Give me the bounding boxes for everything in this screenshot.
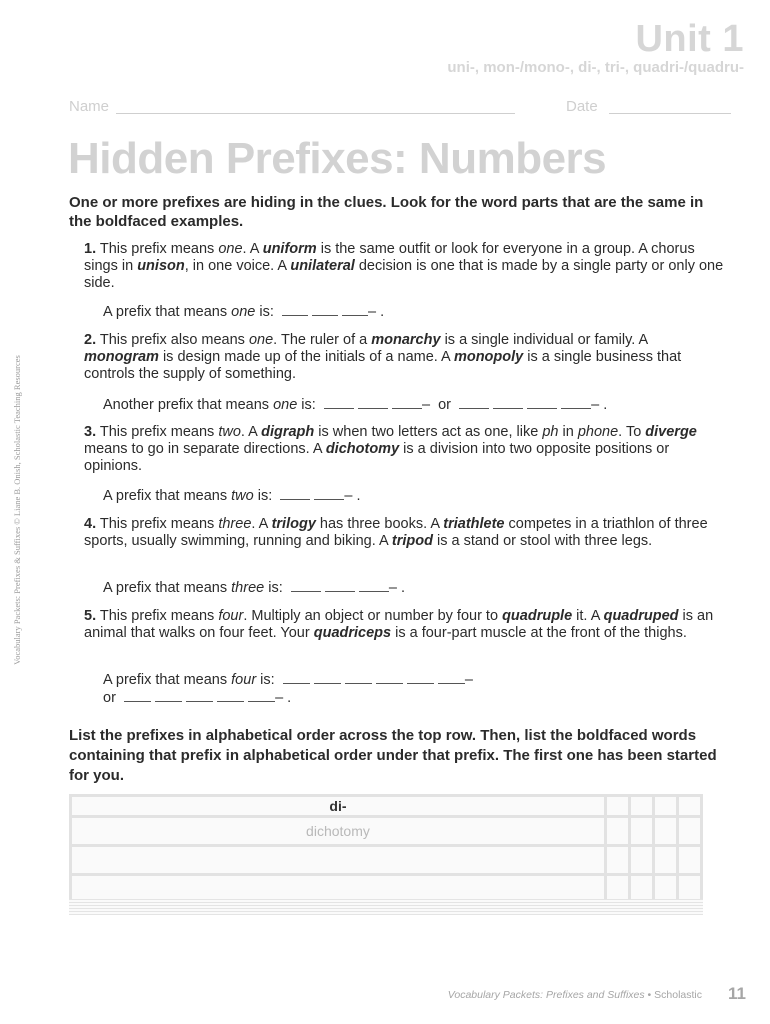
item-text: three — [218, 516, 252, 532]
answer-prompt: is: — [255, 304, 274, 320]
item-text: . To — [618, 424, 646, 440]
answer-blank[interactable] — [312, 303, 338, 316]
answer-blank[interactable] — [459, 396, 489, 409]
question-item-3 — [84, 424, 724, 475]
answer-punct: – — [421, 397, 431, 413]
table-header-cell[interactable] — [653, 796, 677, 817]
item-text: ph — [542, 424, 559, 440]
or-label: or — [438, 397, 451, 413]
table-cell[interactable] — [677, 817, 701, 846]
side-credit: Vocabulary Packets: Prefixes & Suffixes © Liane B. Onish, Scholastic Teaching Resources — [12, 355, 22, 665]
bold-word: monopoly — [453, 349, 524, 365]
item-text: is an animal that walks on four feet. Your — [84, 608, 714, 641]
answer-line-4 — [84, 579, 724, 597]
item-text: has three books. A — [315, 516, 444, 532]
item-text: This prefix also means — [99, 332, 249, 348]
item-text: . A — [251, 516, 272, 532]
bold-word: dichotomy — [325, 441, 400, 457]
answer-prompt: is: — [256, 672, 275, 688]
item-text: . A — [242, 241, 263, 257]
item-text: one — [248, 332, 274, 348]
item-text: . Multiply an object or number by four to — [243, 608, 503, 624]
name-field[interactable] — [116, 113, 515, 114]
table-row — [71, 846, 702, 875]
item-text: phone — [577, 424, 619, 440]
table-cell[interactable] — [653, 846, 677, 875]
item-number: 5. — [84, 608, 97, 624]
answer-punct: – . — [368, 304, 385, 320]
answer-blank[interactable] — [324, 396, 354, 409]
answer-line-2 — [84, 396, 724, 414]
item-text: is a four-part muscle at the front of the thighs. — [391, 625, 687, 641]
item-text: means to go in separate directions. A — [84, 441, 326, 457]
item-number: 4. — [84, 516, 97, 532]
table-cell[interactable]: dichotomy — [71, 817, 606, 846]
table-cell[interactable] — [629, 846, 653, 875]
bold-word: monarchy — [371, 332, 441, 348]
footer-credit — [448, 989, 702, 1001]
bold-word: diverge — [645, 424, 697, 440]
answer-blank[interactable] — [314, 671, 341, 684]
answer-prompt: Another prefix that means — [103, 397, 274, 413]
item-text: This prefix means — [99, 241, 219, 257]
answer-prompt: three — [231, 580, 265, 596]
table-cell[interactable] — [653, 817, 677, 846]
answer-punct: – . — [275, 690, 292, 706]
item-text: This prefix means — [99, 516, 219, 532]
intro-instructions: One or more prefixes are hiding in the clues. Look for the word parts that are the same in the boldfaced examples. — [69, 194, 704, 230]
answer-line-3 — [84, 487, 724, 505]
answer-line-1 — [84, 303, 724, 321]
item-number: 3. — [84, 424, 97, 440]
unit-subtitle: uni-, mon-/mono-, di-, tri-, quadri-/quadru- — [447, 59, 744, 76]
answer-blank[interactable] — [325, 579, 355, 592]
item-text: . A — [240, 424, 262, 440]
item-number: 1. — [84, 241, 97, 257]
answer-blank[interactable] — [280, 487, 310, 500]
answer-prompt: one — [273, 397, 298, 413]
item-number: 2. — [84, 332, 97, 348]
answer-blank[interactable] — [392, 396, 422, 409]
answer-blank[interactable] — [283, 671, 310, 684]
item-text: competes in a triathlon of three sports, usually swimming, running and biking. A — [84, 516, 708, 549]
table-shadow — [69, 899, 703, 915]
bold-word: quadriceps — [313, 625, 392, 641]
answer-blank[interactable] — [359, 579, 389, 592]
answer-punct: – — [464, 672, 473, 688]
answer-blank[interactable] — [407, 671, 434, 684]
unit-title: Unit 1 — [635, 18, 744, 60]
item-text: , in one voice. A — [184, 258, 291, 274]
name-label: Name — [69, 98, 110, 115]
answer-blank[interactable] — [438, 671, 465, 684]
answer-blank[interactable] — [291, 579, 321, 592]
table-header-cell[interactable]: di- — [71, 796, 606, 817]
answer-blank[interactable] — [493, 396, 523, 409]
or-label: or — [103, 690, 116, 706]
question-item-1 — [84, 241, 724, 292]
answer-blank[interactable] — [342, 303, 368, 316]
item-text: four — [218, 608, 244, 624]
bold-word: monogram — [84, 349, 159, 365]
answer-prompt: A prefix that means — [103, 304, 232, 320]
item-text: it. A — [572, 608, 604, 624]
answer-punct: – . — [591, 397, 608, 413]
question-item-5 — [84, 608, 724, 642]
bold-word: unilateral — [290, 258, 355, 274]
question-item-2 — [84, 332, 724, 383]
table-header-cell[interactable] — [677, 796, 701, 817]
answer-punct: – . — [388, 580, 405, 596]
date-label: Date — [566, 98, 598, 115]
item-text: . The ruler of a — [273, 332, 372, 348]
bold-word: uniform — [262, 241, 317, 257]
table-header-cell[interactable] — [605, 796, 629, 817]
bold-word: unison — [137, 258, 185, 274]
answer-blank[interactable] — [314, 487, 344, 500]
question-item-4 — [84, 516, 724, 550]
answer-line-5 — [84, 671, 724, 707]
table-cell[interactable] — [629, 817, 653, 846]
table-header-row — [71, 796, 702, 817]
item-text: is when two letters act as one, like — [314, 424, 543, 440]
bold-word: trilogy — [271, 516, 316, 532]
bold-word: tripod — [391, 533, 433, 549]
answer-blank[interactable] — [248, 689, 275, 702]
answer-blank[interactable] — [124, 689, 151, 702]
footer-publisher: • Scholastic — [647, 989, 702, 1001]
item-text: is a single individual or family. A — [440, 332, 648, 348]
table-cell[interactable] — [605, 846, 629, 875]
answer-blank[interactable] — [155, 689, 182, 702]
table-cell[interactable] — [677, 846, 701, 875]
answer-prompt: is: — [264, 580, 283, 596]
item-text: is design made up of the initials of a name. A — [158, 349, 454, 365]
item-text: is a stand or stool with three legs. — [432, 533, 653, 549]
answer-blank[interactable] — [217, 689, 244, 702]
bold-word: quadruped — [603, 608, 679, 624]
table-header-cell[interactable] — [629, 796, 653, 817]
answer-prompt: A prefix that means — [103, 580, 232, 596]
answer-prompt: two — [231, 488, 254, 504]
bold-word: digraph — [261, 424, 315, 440]
item-text: is a single business that controls the supply of something. — [84, 349, 682, 382]
item-text: This prefix means — [99, 424, 219, 440]
footer-book: Vocabulary Packets: Prefixes and Suffixes — [447, 989, 645, 1001]
item-text: is the same outfit or look for everyone in a group. A chorus sings in — [84, 241, 695, 274]
prefix-table — [69, 794, 703, 905]
table-cell[interactable] — [71, 846, 606, 875]
page-title: Hidden Prefixes: Numbers — [68, 134, 607, 183]
item-text: one — [218, 241, 243, 257]
table-row — [71, 817, 702, 846]
table-cell[interactable] — [605, 817, 629, 846]
answer-prompt: A prefix that means — [103, 672, 232, 688]
page-number: 11 — [728, 984, 746, 1003]
answer-blank[interactable] — [282, 303, 308, 316]
bold-word: triathlete — [443, 516, 505, 532]
answer-blank[interactable] — [186, 689, 213, 702]
bold-word: quadruple — [502, 608, 573, 624]
answer-punct: – . — [344, 488, 361, 504]
list-instructions: List the prefixes in alphabetical order across the top row. Then, list the boldfaced words containing that prefix in alphabetical order under that prefix. The first one has been started for you. — [69, 727, 717, 784]
item-text: is a division into two opposite positions or opinions. — [84, 441, 670, 474]
answer-blank[interactable] — [345, 671, 372, 684]
answer-prompt: is: — [253, 488, 273, 504]
date-field[interactable] — [609, 113, 731, 114]
item-text: This prefix means — [99, 608, 219, 624]
item-text: decision is one that is made by a single party or only one side. — [84, 258, 724, 291]
answer-blank[interactable] — [376, 671, 403, 684]
answer-blank[interactable] — [561, 396, 591, 409]
answer-prompt: one — [231, 304, 256, 320]
item-text: in — [558, 424, 578, 440]
item-text: two — [218, 424, 241, 440]
answer-prompt: four — [231, 672, 257, 688]
answer-prompt: A prefix that means — [103, 488, 232, 504]
answer-blank[interactable] — [527, 396, 557, 409]
answer-prompt: is: — [297, 397, 316, 413]
answer-blank[interactable] — [358, 396, 388, 409]
